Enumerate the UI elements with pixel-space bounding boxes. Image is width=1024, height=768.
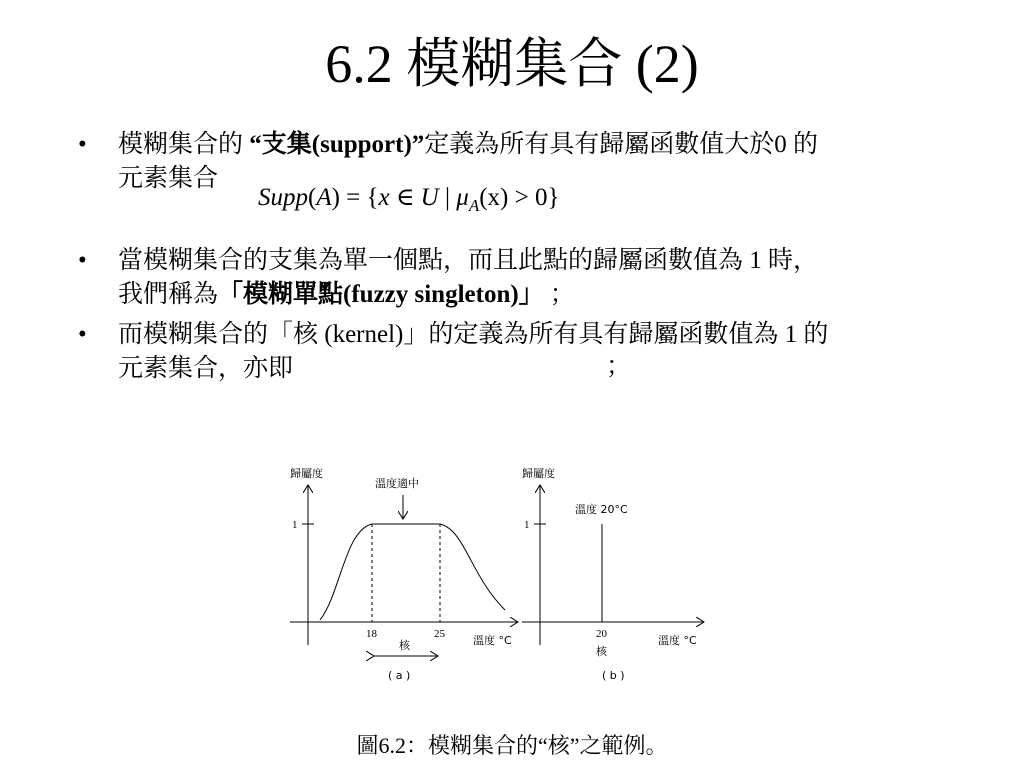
figure-caption: 圖6.2：模糊集合的“核”之範例。 [356,733,668,758]
formula-sub-A: A [468,196,480,215]
panel-a-kernel-label: 核 [399,639,410,652]
support-formula [258,182,559,222]
panel-b-y-tick-label: 1 [524,519,530,531]
bullet-singleton-suffix: ； [549,281,575,308]
bullet-singleton-line1: 當模糊集合的支集為單一個點，而且此點的歸屬函數值為 1 時， [118,247,819,274]
formula-U: U [420,184,439,211]
panel-b-sub-label: ( b ) [602,669,625,682]
bullet-kernel-text [118,318,958,386]
formula-mu: μ [456,184,469,211]
slide-title: 6.2 模糊集合 (2) [325,34,699,94]
panel-a-peak-label: 溫度適中 [375,477,419,490]
kernel-figure [280,455,720,695]
panel-b-x-label: 溫度 °C [658,634,697,647]
bullet-marker: • [78,131,87,158]
kernel-trailing-semicolon: ； [606,353,632,380]
bullet-kernel-line1: 而模糊集合的「核 (kernel)」的定義為所有具有歸屬函數值為 1 的 [118,321,829,348]
panel-a-membership-curve [320,524,505,620]
bullet-singleton-prefix: 我們稱為 [118,281,219,308]
panel-b-kernel-label: 核 [596,645,607,658]
panel-b [522,466,704,682]
panel-a [290,466,518,682]
panel-a-x-tick-25: 25 [434,628,445,640]
formula-paren-x: (x) > 0} [479,184,560,211]
panel-a-sub-label: ( a ) [388,669,411,682]
formula-x: x [378,184,390,211]
bullet-marker: • [78,247,87,274]
panel-b-spike-label: 溫度 20°C [575,503,628,516]
panel-a-y-label: 歸屬度 [290,467,323,480]
formula-close-eq: ) = { [331,184,379,211]
bullet-kernel-line2: 元素集合，亦即 [118,355,294,382]
bullet-singleton-text [118,244,958,312]
bullet-support-line2: 元素集合 [118,165,219,192]
panel-a-y-tick-label: 1 [292,519,298,531]
panel-a-x-label: 溫度 °C [473,634,512,647]
panel-a-x-tick-18: 18 [366,628,377,640]
support-term: “支集(support)” [249,131,425,158]
formula-supp: Supp [258,184,308,211]
formula-bar: | [438,184,457,211]
panel-b-x-tick-20: 20 [596,628,607,640]
panel-b-y-label: 歸屬度 [522,467,555,480]
formula-A: A [316,184,332,211]
bullet-support-prefix: 模糊集合的 [118,131,250,158]
fuzzy-singleton-term: 「模糊單點(fuzzy singleton)」 [218,281,544,308]
bullet-support-suffix: 定義為所有具有歸屬函數值大於0 的 [424,131,819,158]
formula-open-paren: ( [308,184,317,211]
bullet-marker: • [78,321,87,348]
formula-in: ∈ [389,184,421,211]
